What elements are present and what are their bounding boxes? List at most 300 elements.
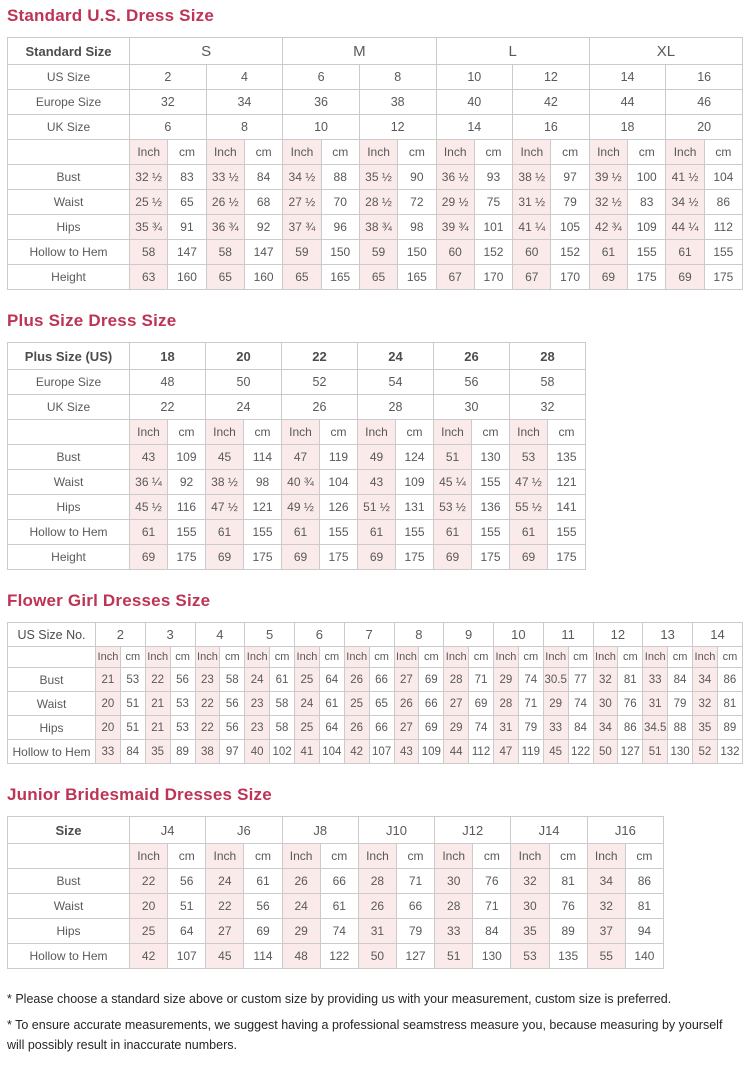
- cell-value: 92: [244, 215, 282, 240]
- size-group-header: L: [436, 38, 589, 65]
- cell-value: 36 ¼: [130, 470, 168, 495]
- cell-value: 79: [396, 919, 434, 944]
- cell-value: 22: [195, 692, 220, 716]
- cell-value: 23: [195, 668, 220, 692]
- cell-value: 23: [245, 716, 270, 740]
- cell-value: 70: [321, 190, 359, 215]
- cell-value: 47: [494, 740, 519, 764]
- cell-value: 75: [474, 190, 512, 215]
- size-value: 38: [359, 90, 436, 115]
- cell-value: 170: [474, 265, 512, 290]
- cell-value: 76: [473, 869, 511, 894]
- cell-value: 51: [434, 445, 472, 470]
- cell-value: 98: [398, 215, 436, 240]
- size-group-header: XL: [589, 38, 742, 65]
- cell-value: 155: [548, 520, 586, 545]
- size-value: 54: [358, 370, 434, 395]
- unit-header: cm: [319, 647, 344, 668]
- cell-value: 33 ½: [206, 165, 244, 190]
- cell-value: 51: [120, 692, 145, 716]
- unit-header: cm: [369, 647, 394, 668]
- cell-value: 155: [628, 240, 666, 265]
- unit-header: cm: [320, 844, 358, 869]
- cell-value: 155: [168, 520, 206, 545]
- cell-value: 86: [717, 668, 742, 692]
- cell-value: 175: [628, 265, 666, 290]
- cell-value: 58: [220, 668, 245, 692]
- cell-value: 31 ½: [513, 190, 551, 215]
- cell-value: 122: [568, 740, 593, 764]
- unit-header: cm: [628, 140, 666, 165]
- cell-value: 89: [717, 716, 742, 740]
- cell-value: 61: [319, 692, 344, 716]
- cell-value: 37: [587, 919, 625, 944]
- cell-value: 24: [245, 668, 270, 692]
- unit-header: Inch: [195, 647, 220, 668]
- cell-value: 122: [320, 944, 358, 969]
- unit-header: cm: [396, 844, 434, 869]
- size-group-header: M: [283, 38, 436, 65]
- size-value: 22: [130, 395, 206, 420]
- cell-value: 69: [469, 692, 494, 716]
- cell-value: 81: [717, 692, 742, 716]
- cell-value: 69: [244, 919, 282, 944]
- cell-value: 34: [593, 716, 618, 740]
- row-label: Waist: [8, 470, 130, 495]
- row-label: UK Size: [8, 115, 130, 140]
- cell-value: 107: [369, 740, 394, 764]
- cell-value: 49 ½: [282, 495, 320, 520]
- cell-value: 23: [245, 692, 270, 716]
- row-label: UK Size: [8, 395, 130, 420]
- row-label: Hips: [8, 716, 96, 740]
- cell-value: 60: [436, 240, 474, 265]
- cell-value: 165: [321, 265, 359, 290]
- table-corner-label: Size: [8, 817, 130, 844]
- unit-header: cm: [244, 420, 282, 445]
- cell-value: 53: [510, 445, 548, 470]
- size-group-header: 2: [96, 623, 146, 647]
- cell-value: 175: [704, 265, 742, 290]
- cell-value: 109: [419, 740, 444, 764]
- cell-value: 24: [206, 869, 244, 894]
- unit-header: cm: [717, 647, 742, 668]
- table-corner-label: US Size No.: [8, 623, 96, 647]
- unit-header: cm: [270, 647, 295, 668]
- cell-value: 59: [283, 240, 321, 265]
- cell-value: 27: [394, 668, 419, 692]
- size-value: 56: [434, 370, 510, 395]
- cell-value: 63: [130, 265, 168, 290]
- cell-value: 84: [120, 740, 145, 764]
- cell-value: 21: [145, 692, 170, 716]
- size-group-header: 11: [543, 623, 593, 647]
- cell-value: 65: [369, 692, 394, 716]
- unit-row-empty-cell: [8, 844, 130, 869]
- cell-value: 34: [693, 668, 718, 692]
- unit-header: Inch: [130, 420, 168, 445]
- row-label: Hollow to Hem: [8, 520, 130, 545]
- size-group-header: 3: [145, 623, 195, 647]
- size-value: 50: [206, 370, 282, 395]
- cell-value: 35 ½: [359, 165, 397, 190]
- size-group-header: 12: [593, 623, 643, 647]
- unit-row-empty-cell: [8, 647, 96, 668]
- size-group-header: J6: [206, 817, 282, 844]
- cell-value: 38 ¾: [359, 215, 397, 240]
- cell-value: 37 ¾: [283, 215, 321, 240]
- row-label: Hips: [8, 919, 130, 944]
- cell-value: 29: [494, 668, 519, 692]
- cell-value: 66: [369, 668, 394, 692]
- cell-value: 35 ¾: [130, 215, 168, 240]
- cell-value: 69: [434, 545, 472, 570]
- cell-value: 155: [244, 520, 282, 545]
- cell-value: 25: [344, 692, 369, 716]
- cell-value: 27: [444, 692, 469, 716]
- cell-value: 55 ½: [510, 495, 548, 520]
- cell-value: 102: [270, 740, 295, 764]
- cell-value: 155: [704, 240, 742, 265]
- size-value: 12: [359, 115, 436, 140]
- flower-girl-size-table: [7, 622, 743, 764]
- cell-value: 81: [618, 668, 643, 692]
- size-group-header: 4: [195, 623, 245, 647]
- size-value: 44: [589, 90, 666, 115]
- cell-value: 41: [295, 740, 320, 764]
- cell-value: 20: [96, 716, 121, 740]
- cell-value: 67: [513, 265, 551, 290]
- cell-value: 109: [396, 470, 434, 495]
- unit-header: Inch: [245, 647, 270, 668]
- section-title-flower-girl: Flower Girl Dresses Size: [7, 591, 211, 610]
- cell-value: 136: [472, 495, 510, 520]
- cell-value: 59: [359, 240, 397, 265]
- cell-value: 28: [435, 894, 473, 919]
- cell-value: 121: [548, 470, 586, 495]
- unit-header: cm: [220, 647, 245, 668]
- cell-value: 29: [282, 919, 320, 944]
- size-value: 12: [513, 65, 590, 90]
- cell-value: 107: [168, 944, 206, 969]
- cell-value: 50: [593, 740, 618, 764]
- cell-value: 79: [518, 716, 543, 740]
- unit-header: cm: [618, 647, 643, 668]
- cell-value: 31: [358, 919, 396, 944]
- cell-value: 155: [396, 520, 434, 545]
- cell-value: 28: [444, 668, 469, 692]
- cell-value: 76: [618, 692, 643, 716]
- cell-value: 24: [295, 692, 320, 716]
- unit-row-empty-cell: [8, 420, 130, 445]
- size-group-header: 6: [295, 623, 345, 647]
- cell-value: 45: [206, 944, 244, 969]
- size-group-header: 7: [344, 623, 394, 647]
- unit-header: Inch: [359, 140, 397, 165]
- unit-header: Inch: [130, 140, 168, 165]
- cell-value: 93: [474, 165, 512, 190]
- cell-value: 88: [668, 716, 693, 740]
- cell-value: 38 ½: [206, 470, 244, 495]
- size-group-header: 8: [394, 623, 444, 647]
- cell-value: 114: [244, 944, 282, 969]
- cell-value: 69: [206, 545, 244, 570]
- cell-value: 49: [358, 445, 396, 470]
- cell-value: 33: [96, 740, 121, 764]
- size-group-header: S: [130, 38, 283, 65]
- cell-value: 27 ½: [283, 190, 321, 215]
- cell-value: 25 ½: [130, 190, 168, 215]
- cell-value: 68: [244, 190, 282, 215]
- cell-value: 140: [625, 944, 663, 969]
- cell-value: 43: [394, 740, 419, 764]
- cell-value: 58: [206, 240, 244, 265]
- cell-value: 88: [321, 165, 359, 190]
- row-label: Hollow to Hem: [8, 944, 130, 969]
- cell-value: 27: [206, 919, 244, 944]
- unit-header: Inch: [295, 647, 320, 668]
- cell-value: 34.5: [643, 716, 668, 740]
- cell-value: 86: [618, 716, 643, 740]
- cell-value: 112: [704, 215, 742, 240]
- cell-value: 155: [472, 520, 510, 545]
- footnotes: [7, 990, 743, 1055]
- cell-value: 22: [130, 869, 168, 894]
- cell-value: 32 ½: [589, 190, 627, 215]
- cell-value: 155: [472, 470, 510, 495]
- junior-bridesmaid-table-container: [7, 816, 743, 969]
- section-plus-size: [7, 311, 743, 570]
- cell-value: 55: [587, 944, 625, 969]
- size-value: 14: [436, 115, 513, 140]
- cell-value: 71: [396, 869, 434, 894]
- cell-value: 51 ½: [358, 495, 396, 520]
- cell-value: 165: [398, 265, 436, 290]
- cell-value: 44 ¼: [666, 215, 704, 240]
- cell-value: 175: [472, 545, 510, 570]
- unit-header: cm: [469, 647, 494, 668]
- cell-value: 152: [474, 240, 512, 265]
- cell-value: 69: [419, 716, 444, 740]
- unit-header: cm: [244, 140, 282, 165]
- cell-value: 141: [548, 495, 586, 520]
- unit-header: Inch: [587, 844, 625, 869]
- section-title-junior: Junior Bridesmaid Dresses Size: [7, 785, 272, 804]
- size-group-header: J12: [435, 817, 511, 844]
- cell-value: 41 ½: [666, 165, 704, 190]
- cell-value: 147: [168, 240, 206, 265]
- cell-value: 79: [668, 692, 693, 716]
- cell-value: 52: [693, 740, 718, 764]
- cell-value: 21: [96, 668, 121, 692]
- size-value: 42: [513, 90, 590, 115]
- row-label: Bust: [8, 445, 130, 470]
- cell-value: 28: [494, 692, 519, 716]
- cell-value: 89: [549, 919, 587, 944]
- size-group-header: 28: [510, 343, 586, 370]
- cell-value: 119: [320, 445, 358, 470]
- size-value: 10: [436, 65, 513, 90]
- cell-value: 65: [206, 265, 244, 290]
- unit-header: Inch: [543, 647, 568, 668]
- cell-value: 53: [170, 716, 195, 740]
- cell-value: 150: [321, 240, 359, 265]
- cell-value: 34 ½: [283, 165, 321, 190]
- size-value: 32: [130, 90, 207, 115]
- cell-value: 132: [717, 740, 742, 764]
- row-label: Waist: [8, 190, 130, 215]
- cell-value: 56: [220, 716, 245, 740]
- cell-value: 119: [518, 740, 543, 764]
- unit-header: cm: [120, 647, 145, 668]
- cell-value: 42: [344, 740, 369, 764]
- cell-value: 130: [472, 445, 510, 470]
- cell-value: 74: [568, 692, 593, 716]
- cell-value: 26: [358, 894, 396, 919]
- cell-value: 64: [319, 668, 344, 692]
- cell-value: 36 ½: [436, 165, 474, 190]
- size-group-header: 13: [643, 623, 693, 647]
- cell-value: 74: [320, 919, 358, 944]
- cell-value: 48: [282, 944, 320, 969]
- unit-header: cm: [419, 647, 444, 668]
- cell-value: 160: [244, 265, 282, 290]
- cell-value: 26: [282, 869, 320, 894]
- cell-value: 135: [549, 944, 587, 969]
- footnote-custom-size: * Please choose a standard size above or custom size by providing us with your measurement, custom size is preferred.: [7, 992, 672, 1006]
- cell-value: 71: [469, 668, 494, 692]
- cell-value: 29: [543, 692, 568, 716]
- cell-value: 39 ½: [589, 165, 627, 190]
- size-group-header: J4: [130, 817, 206, 844]
- size-group-header: J10: [358, 817, 434, 844]
- cell-value: 27: [394, 716, 419, 740]
- size-value: 58: [510, 370, 586, 395]
- size-value: 36: [283, 90, 360, 115]
- cell-value: 64: [168, 919, 206, 944]
- cell-value: 61: [130, 520, 168, 545]
- unit-header: Inch: [444, 647, 469, 668]
- row-label: US Size: [8, 65, 130, 90]
- cell-value: 56: [244, 894, 282, 919]
- cell-value: 33: [435, 919, 473, 944]
- unit-header: Inch: [96, 647, 121, 668]
- size-value: 16: [513, 115, 590, 140]
- cell-value: 69: [282, 545, 320, 570]
- cell-value: 61: [320, 894, 358, 919]
- cell-value: 61: [358, 520, 396, 545]
- unit-header: Inch: [358, 420, 396, 445]
- cell-value: 155: [320, 520, 358, 545]
- cell-value: 104: [319, 740, 344, 764]
- cell-value: 65: [168, 190, 206, 215]
- unit-header: Inch: [206, 140, 244, 165]
- size-value: 28: [358, 395, 434, 420]
- cell-value: 81: [625, 894, 663, 919]
- unit-header: Inch: [206, 844, 244, 869]
- row-label: Waist: [8, 894, 130, 919]
- unit-header: cm: [704, 140, 742, 165]
- cell-value: 28 ½: [359, 190, 397, 215]
- cell-value: 21: [145, 716, 170, 740]
- cell-value: 105: [551, 215, 589, 240]
- unit-header: cm: [549, 844, 587, 869]
- cell-value: 61: [666, 240, 704, 265]
- size-value: 48: [130, 370, 206, 395]
- cell-value: 30.5: [543, 668, 568, 692]
- size-value: 18: [589, 115, 666, 140]
- cell-value: 101: [474, 215, 512, 240]
- cell-value: 114: [244, 445, 282, 470]
- cell-value: 112: [469, 740, 494, 764]
- cell-value: 66: [396, 894, 434, 919]
- cell-value: 116: [168, 495, 206, 520]
- unit-header: cm: [244, 844, 282, 869]
- cell-value: 84: [244, 165, 282, 190]
- unit-header: Inch: [206, 420, 244, 445]
- size-group-header: J16: [587, 817, 663, 844]
- unit-header: Inch: [643, 647, 668, 668]
- cell-value: 29 ½: [436, 190, 474, 215]
- cell-value: 74: [518, 668, 543, 692]
- size-value: 34: [206, 90, 283, 115]
- cell-value: 104: [320, 470, 358, 495]
- cell-value: 29: [444, 716, 469, 740]
- cell-value: 35: [145, 740, 170, 764]
- unit-header: Inch: [283, 140, 321, 165]
- standard-size-table: [7, 37, 743, 290]
- cell-value: 130: [473, 944, 511, 969]
- cell-value: 72: [398, 190, 436, 215]
- standard-size-table-container: [7, 37, 743, 290]
- cell-value: 61: [244, 869, 282, 894]
- row-label: Height: [8, 265, 130, 290]
- cell-value: 44: [444, 740, 469, 764]
- unit-header: Inch: [282, 420, 320, 445]
- cell-value: 175: [168, 545, 206, 570]
- unit-header: Inch: [344, 647, 369, 668]
- unit-row-empty-cell: [8, 140, 130, 165]
- row-label: Bust: [8, 165, 130, 190]
- cell-value: 92: [168, 470, 206, 495]
- cell-value: 51: [120, 716, 145, 740]
- cell-value: 69: [589, 265, 627, 290]
- section-title-plus: Plus Size Dress Size: [7, 311, 177, 330]
- cell-value: 34: [587, 869, 625, 894]
- cell-value: 45 ½: [130, 495, 168, 520]
- size-group-header: 26: [434, 343, 510, 370]
- cell-value: 97: [220, 740, 245, 764]
- cell-value: 65: [359, 265, 397, 290]
- cell-value: 53: [511, 944, 549, 969]
- footnote-measurement-advice: * To ensure accurate measurements, we suggest having a professional seamstress measure you, because measuring by yourself will possibly result in inaccurate numbers.: [7, 1018, 723, 1052]
- cell-value: 83: [628, 190, 666, 215]
- size-value: 16: [666, 65, 743, 90]
- cell-value: 152: [551, 240, 589, 265]
- cell-value: 47 ½: [206, 495, 244, 520]
- size-value: 20: [666, 115, 743, 140]
- cell-value: 61: [206, 520, 244, 545]
- size-group-header: 5: [245, 623, 295, 647]
- cell-value: 109: [168, 445, 206, 470]
- cell-value: 100: [628, 165, 666, 190]
- cell-value: 51: [168, 894, 206, 919]
- cell-value: 31: [494, 716, 519, 740]
- row-label: Hips: [8, 215, 130, 240]
- cell-value: 50: [358, 944, 396, 969]
- cell-value: 33: [643, 668, 668, 692]
- cell-value: 20: [130, 894, 168, 919]
